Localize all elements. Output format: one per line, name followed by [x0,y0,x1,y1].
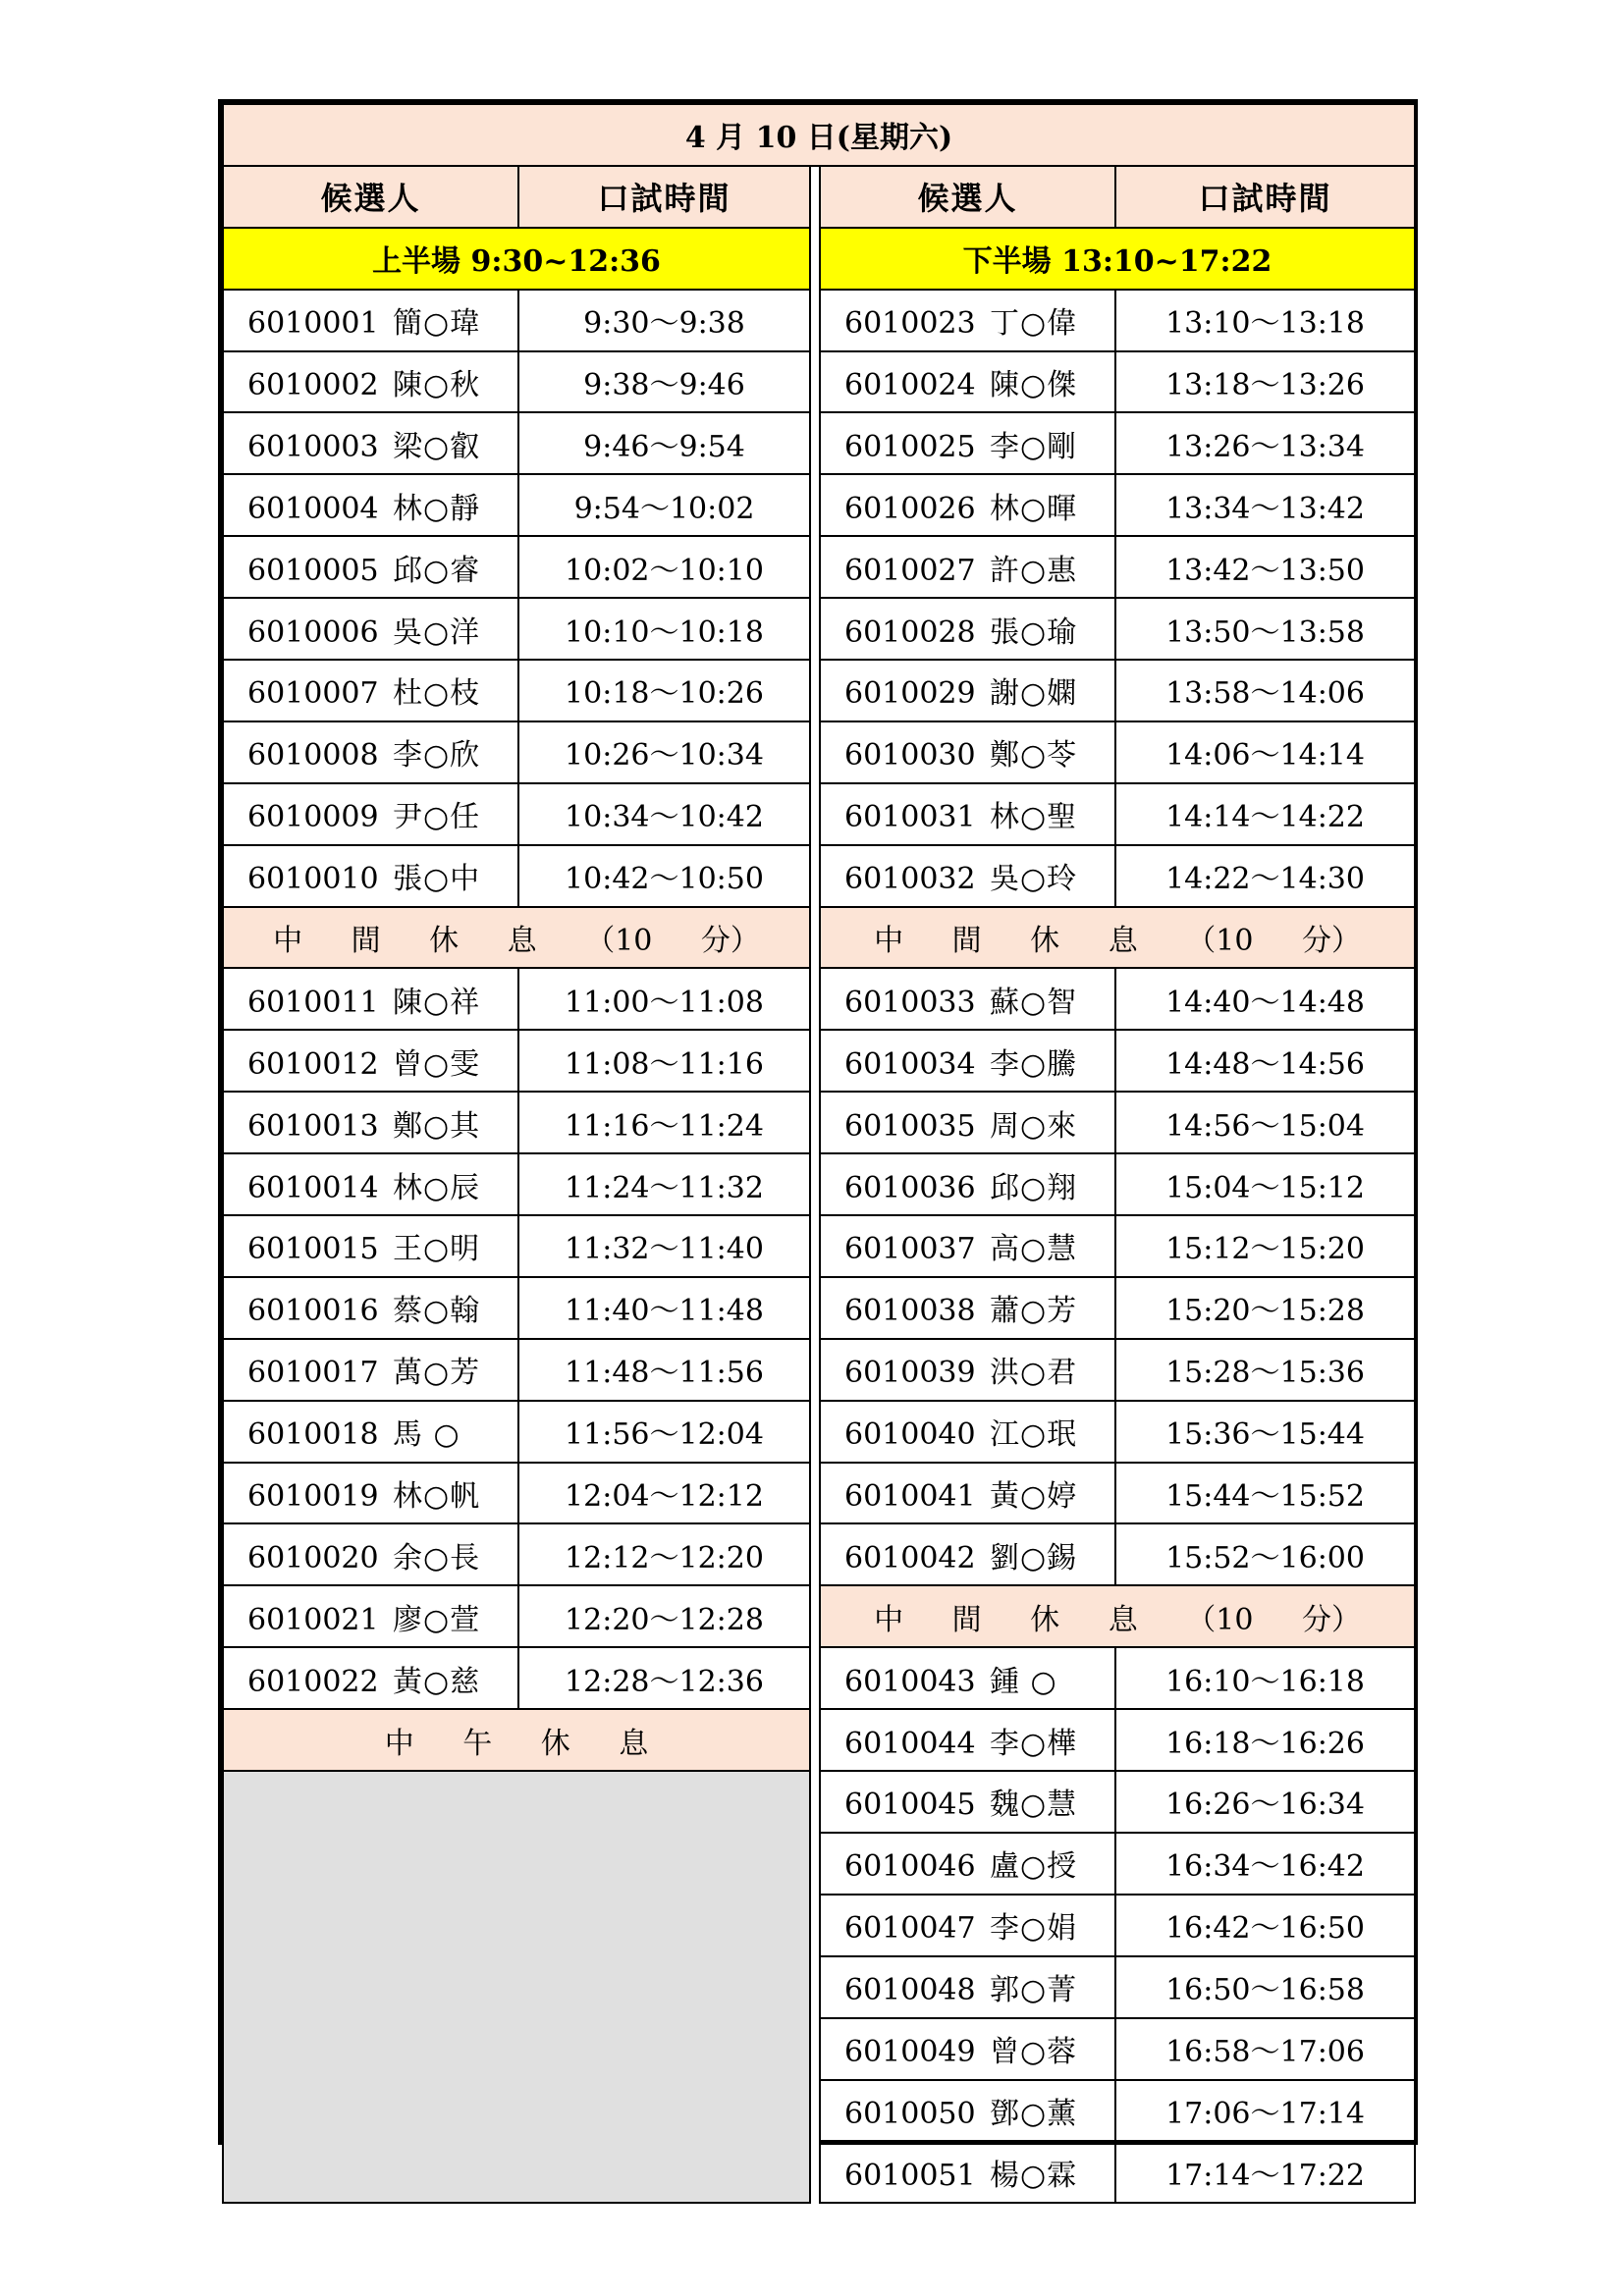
table-row [223,1523,1415,1585]
candidate-name: 梁○叡 [393,429,481,464]
column-gap [810,845,820,907]
table-row [223,598,1415,660]
column-gap [810,1956,820,2018]
left-time-cell: 9:54～10:02 [518,474,810,536]
right-time-cell: 13:10～13:18 [1115,290,1415,351]
candidate-id: 6010035 [844,1108,976,1144]
table-row [223,783,1415,845]
left-time-cell: 12:12～12:20 [518,1523,810,1585]
candidate-id: 6010018 [247,1417,379,1453]
left-candidate-cell [223,845,518,907]
right-candidate-cell [820,660,1115,721]
left-time-cell: 11:08～11:16 [518,1030,810,1092]
left-candidate-cell [223,660,518,721]
candidate-id: 6010002 [247,368,379,402]
candidate-name: 林○暉 [990,491,1078,526]
right-time-cell: 13:58～14:06 [1115,660,1415,721]
candidate-name: 吳○洋 [393,614,481,650]
candidate-id: 6010016 [247,1294,379,1329]
candidate-id: 6010044 [844,1726,976,1761]
candidate-id: 6010046 [844,1849,976,1885]
right-candidate-cell [820,783,1115,845]
right-candidate-cell [820,1895,1115,1956]
right-time-cell: 16:58～17:06 [1115,2018,1415,2080]
candidate-name: 黃○慈 [393,1664,481,1699]
table-row [223,1030,1415,1092]
candidate-id: 6010034 [844,1046,976,1082]
right-time-header: 口試時間 [1115,166,1415,228]
column-gap [810,1092,820,1153]
candidate-name: 張○瑜 [990,614,1078,650]
right-time-cell: 13:42～13:50 [1115,536,1415,598]
right-time-cell: 15:12～15:20 [1115,1215,1415,1277]
candidate-id: 6010023 [844,306,976,342]
candidate-name: 張○中 [393,862,481,897]
right-time-cell: 13:34～13:42 [1115,474,1415,536]
left-candidate-cell [223,1153,518,1215]
column-gap [810,1277,820,1339]
candidate-id: 6010042 [844,1540,976,1575]
candidate-name: 蔡○翰 [393,1294,481,1329]
table-row [223,1463,1415,1524]
table-row [223,1153,1415,1215]
column-gap [810,783,820,845]
table-row [223,1585,1415,1647]
candidate-id: 6010009 [247,800,379,835]
candidate-id: 6010017 [247,1356,379,1391]
left-time-cell: 11:24～11:32 [518,1153,810,1215]
candidate-id: 6010003 [247,429,379,464]
candidate-id: 6010028 [844,614,976,650]
candidate-name: 邱○翔 [990,1170,1078,1205]
column-gap [810,290,820,351]
candidate-name: 許○惠 [990,553,1078,588]
right-candidate-cell [820,1956,1115,2018]
candidate-id: 6010030 [844,738,976,774]
table-row [223,1401,1415,1463]
candidate-id: 6010025 [844,429,976,464]
candidate-name: 李○欣 [393,738,481,774]
right-candidate-cell [820,1153,1115,1215]
right-time-cell: 13:18～13:26 [1115,351,1415,413]
candidate-id: 6010031 [844,800,976,835]
candidate-id: 6010050 [844,2096,976,2131]
column-gap [810,1647,820,1709]
candidate-name: 鄭○苓 [990,738,1078,774]
table-row [223,412,1415,474]
left-candidate-cell [223,1647,518,1709]
candidate-id: 6010038 [844,1294,976,1329]
candidate-name: 李○剛 [990,429,1078,464]
right-time-cell: 14:48～14:56 [1115,1030,1415,1092]
candidate-id: 6010022 [247,1664,379,1699]
left-candidate-cell [223,290,518,351]
candidate-id: 6010019 [247,1479,379,1515]
candidate-id: 6010032 [844,862,976,897]
left-candidate-cell [223,1030,518,1092]
right-candidate-header: 候選人 [820,166,1115,228]
candidate-id: 6010007 [247,676,379,712]
left-time-cell: 11:48～11:56 [518,1339,810,1401]
column-gap [810,351,820,413]
column-gap [810,1463,820,1524]
column-gap [810,598,820,660]
candidate-id: 6010004 [247,491,379,526]
candidate-id: 6010021 [247,1602,379,1637]
left-candidate-cell [223,1523,518,1585]
candidate-id: 6010049 [844,2035,976,2070]
schedule-body [223,104,1415,2203]
candidate-id: 6010015 [247,1232,379,1267]
column-gap [810,1153,820,1215]
left-candidate-cell [223,721,518,783]
right-break-label: 中 間 休 息 （10 分） [820,907,1415,969]
right-candidate-cell [820,412,1115,474]
column-gap [810,536,820,598]
left-candidate-cell [223,1463,518,1524]
table-row [223,721,1415,783]
right-time-cell: 15:44～15:52 [1115,1463,1415,1524]
candidate-name: 杜○枝 [393,676,481,712]
candidate-id: 6010014 [247,1170,379,1205]
column-gap [810,1215,820,1277]
candidate-name: 黃○婷 [990,1479,1078,1515]
table-row [223,536,1415,598]
table-row [223,968,1415,1030]
candidate-name: 林○靜 [393,491,481,526]
schedule-sheet [218,99,1418,2193]
column-gap [810,1895,820,1956]
candidate-name: 蕭○芳 [990,1294,1078,1329]
candidate-name: 李○樺 [990,1726,1078,1761]
candidate-name: 盧○授 [990,1849,1078,1885]
right-time-cell: 14:40～14:48 [1115,968,1415,1030]
right-candidate-cell [820,1709,1115,1771]
left-candidate-cell [223,1277,518,1339]
left-blank-area [223,1771,810,2203]
candidate-id: 6010048 [844,1973,976,2008]
candidate-name: 楊○霖 [990,2158,1078,2193]
table-row [223,1709,1415,1771]
candidate-id: 6010011 [247,985,379,1020]
table-row [223,1339,1415,1401]
candidate-id: 6010041 [844,1479,976,1515]
header-row [223,166,1415,228]
right-time-cell: 16:10～16:18 [1115,1647,1415,1709]
column-gap [810,1523,820,1585]
right-time-cell: 16:34～16:42 [1115,1833,1415,1895]
column-gap [810,228,820,290]
right-time-cell: 16:42～16:50 [1115,1895,1415,1956]
right-time-cell: 13:50～13:58 [1115,598,1415,660]
right-candidate-cell [820,2141,1115,2203]
column-gap [810,2080,820,2142]
left-time-cell: 11:16～11:24 [518,1092,810,1153]
left-time-cell: 10:10～10:18 [518,598,810,660]
candidate-id: 6010008 [247,738,379,774]
left-time-cell: 9:38～9:46 [518,351,810,413]
candidate-name: 曾○蓉 [990,2035,1078,2070]
candidate-id: 6010039 [844,1356,976,1391]
candidate-id: 6010040 [844,1417,976,1453]
left-session-label: 上半場 9:30~12:36 [223,228,810,290]
column-gap [810,2018,820,2080]
column-gap [810,412,820,474]
left-time-cell: 10:02～10:10 [518,536,810,598]
candidate-name: 劉○錫 [990,1540,1078,1575]
table-row [223,845,1415,907]
candidate-name: 丁○偉 [990,306,1078,342]
candidate-name: 魏○慧 [990,1788,1078,1823]
candidate-id: 6010045 [844,1788,976,1823]
candidate-name: 林○帆 [393,1479,481,1515]
left-candidate-cell [223,412,518,474]
candidate-id: 6010010 [247,862,379,897]
candidate-name: 蘇○智 [990,985,1078,1020]
left-candidate-cell [223,1339,518,1401]
left-time-cell: 10:18～10:26 [518,660,810,721]
left-break-label: 中 間 休 息 （10 分） [223,907,810,969]
table-row [223,474,1415,536]
candidate-id: 6010013 [247,1108,379,1144]
left-time-cell: 12:04～12:12 [518,1463,810,1524]
left-time-header: 口試時間 [518,166,810,228]
table-row [223,290,1415,351]
candidate-name: 陳○祥 [393,985,481,1020]
left-candidate-cell [223,598,518,660]
right-candidate-cell [820,1277,1115,1339]
candidate-name: 余○長 [393,1540,481,1575]
right-candidate-cell [820,1833,1115,1895]
column-gap [810,907,820,969]
candidate-id: 6010051 [844,2158,976,2193]
candidate-id: 6010037 [844,1232,976,1267]
candidate-id: 6010024 [844,368,976,402]
table-row [223,907,1415,969]
candidate-name: 鍾 ○ [990,1664,1057,1699]
column-gap [810,1833,820,1895]
left-time-cell: 11:40～11:48 [518,1277,810,1339]
left-time-cell: 10:42～10:50 [518,845,810,907]
right-candidate-cell [820,968,1115,1030]
right-time-cell: 16:18～16:26 [1115,1709,1415,1771]
right-candidate-cell [820,1215,1115,1277]
left-time-cell: 11:56～12:04 [518,1401,810,1463]
left-candidate-cell [223,783,518,845]
table-row [223,1215,1415,1277]
candidate-id: 6010020 [247,1540,379,1575]
schedule-title: 4 月 10 日(星期六) [223,104,1415,166]
candidate-name: 鄭○其 [393,1108,481,1144]
schedule-table [222,103,1416,2204]
left-time-cell: 11:00～11:08 [518,968,810,1030]
right-candidate-cell [820,2080,1115,2142]
right-candidate-cell [820,1030,1115,1092]
candidate-id: 6010033 [844,985,976,1020]
right-time-cell: 15:20～15:28 [1115,1277,1415,1339]
candidate-name: 王○明 [393,1232,481,1267]
column-gap [810,721,820,783]
right-candidate-cell [820,290,1115,351]
right-time-cell: 15:36～15:44 [1115,1401,1415,1463]
column-gap [810,1401,820,1463]
left-time-cell: 9:46～9:54 [518,412,810,474]
right-candidate-cell [820,474,1115,536]
table-row [223,1277,1415,1339]
right-candidate-cell [820,1401,1115,1463]
table-row [223,1092,1415,1153]
left-candidate-cell [223,536,518,598]
column-gap [810,1771,820,1833]
candidate-name: 郭○菁 [990,1973,1078,2008]
candidate-name: 高○慧 [990,1232,1078,1267]
candidate-id: 6010027 [844,553,976,588]
right-candidate-cell [820,1463,1115,1524]
right-time-cell: 15:28～15:36 [1115,1339,1415,1401]
column-gap [810,474,820,536]
right-time-cell: 15:52～16:00 [1115,1523,1415,1585]
right-time-cell: 16:26～16:34 [1115,1771,1415,1833]
right-candidate-cell [820,536,1115,598]
candidate-name: 邱○睿 [393,553,481,588]
left-candidate-cell [223,351,518,413]
candidate-name: 陳○秋 [393,368,481,402]
candidate-id: 6010012 [247,1046,379,1082]
column-gap [810,2141,820,2203]
table-row [223,1647,1415,1709]
left-candidate-cell [223,1092,518,1153]
column-gap [810,1030,820,1092]
candidate-id: 6010043 [844,1664,976,1699]
candidate-id: 6010026 [844,491,976,526]
right-time-cell: 14:06～14:14 [1115,721,1415,783]
left-candidate-cell [223,1215,518,1277]
left-time-cell: 12:28～12:36 [518,1647,810,1709]
candidate-name: 簡○瑋 [393,306,481,342]
column-gap [810,1339,820,1401]
right-time-cell: 16:50～16:58 [1115,1956,1415,2018]
right-session-label: 下半場 13:10~17:22 [820,228,1415,290]
left-candidate-cell [223,1401,518,1463]
left-candidate-cell [223,474,518,536]
candidate-name: 李○娟 [990,1911,1078,1947]
table-row [223,351,1415,413]
candidate-name: 林○聖 [990,800,1078,835]
right-candidate-cell [820,2018,1115,2080]
table-row [223,1771,1415,1833]
candidate-name: 謝○嫻 [990,676,1078,712]
column-gap [810,660,820,721]
candidate-name: 李○騰 [990,1046,1078,1082]
left-time-cell: 12:20～12:28 [518,1585,810,1647]
left-candidate-cell [223,968,518,1030]
right-candidate-cell [820,351,1115,413]
candidate-name: 江○珉 [990,1417,1078,1453]
candidate-id: 6010047 [844,1911,976,1947]
right-time-cell: 14:56～15:04 [1115,1092,1415,1153]
left-time-cell: 10:26～10:34 [518,721,810,783]
right-time-cell: 14:14～14:22 [1115,783,1415,845]
table-row [223,660,1415,721]
candidate-name: 吳○玲 [990,862,1078,897]
candidate-name: 洪○君 [990,1356,1078,1391]
candidate-name: 鄧○薰 [990,2096,1078,2131]
right-time-cell: 15:04～15:12 [1115,1153,1415,1215]
right-candidate-cell [820,1523,1115,1585]
left-time-cell: 9:30～9:38 [518,290,810,351]
right-candidate-cell [820,1647,1115,1709]
candidate-name: 馬 ○ [393,1417,460,1453]
candidate-id: 6010005 [247,553,379,588]
right-time-cell: 13:26～13:34 [1115,412,1415,474]
candidate-id: 6010029 [844,676,976,712]
candidate-name: 林○辰 [393,1170,481,1205]
candidate-name: 周○來 [990,1108,1078,1144]
column-gap [810,166,820,228]
right-candidate-cell [820,1771,1115,1833]
right-candidate-cell [820,1339,1115,1401]
candidate-name: 陳○傑 [990,368,1078,402]
right-time-cell: 17:14～17:22 [1115,2141,1415,2203]
right-candidate-cell [820,1092,1115,1153]
candidate-id: 6010006 [247,614,379,650]
column-gap [810,1585,820,1647]
title-row [223,104,1415,166]
right-candidate-cell [820,845,1115,907]
right-candidate-cell [820,598,1115,660]
left-candidate-header: 候選人 [223,166,518,228]
right-break-label: 中 間 休 息 （10 分） [820,1585,1415,1647]
left-break-label: 中 午 休 息 [223,1709,810,1771]
left-candidate-cell [223,1585,518,1647]
left-time-cell: 11:32～11:40 [518,1215,810,1277]
left-time-cell: 10:34～10:42 [518,783,810,845]
candidate-name: 廖○萱 [393,1602,481,1637]
candidate-name: 曾○雯 [393,1046,481,1082]
session-row [223,228,1415,290]
candidate-id: 6010036 [844,1170,976,1205]
right-time-cell: 14:22～14:30 [1115,845,1415,907]
column-gap [810,968,820,1030]
column-gap [810,1709,820,1771]
right-candidate-cell [820,721,1115,783]
right-time-cell: 17:06～17:14 [1115,2080,1415,2142]
candidate-name: 萬○芳 [393,1356,481,1391]
candidate-name: 尹○任 [393,800,481,835]
candidate-id: 6010001 [247,306,379,342]
